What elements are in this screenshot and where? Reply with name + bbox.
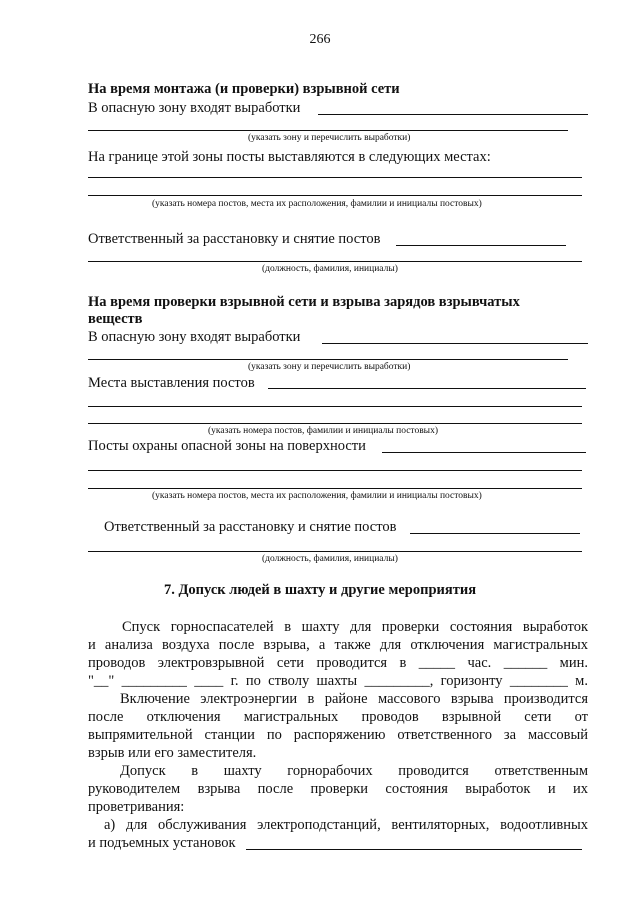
install-zone-field[interactable] <box>318 114 588 115</box>
install-responsible-label: Ответственный за расстановку и снятие постов <box>88 231 381 247</box>
section7-p1-line4: "__" _________ ____ г. по стволу шахты _________, горизонту ________ м. <box>88 673 588 689</box>
blast-posts-field-2[interactable] <box>88 406 582 407</box>
blast-responsible-hint: (должность, фамилия, инициалы) <box>262 554 398 564</box>
install-heading: На время монтажа (и проверки) взрывной сети <box>88 81 400 97</box>
section7-p4-field[interactable] <box>246 849 582 850</box>
install-responsible-field-2[interactable] <box>88 261 582 262</box>
section7-p2-line1: Включение электроэнергии в районе массового взрыва производится <box>120 691 588 707</box>
section7-title: 7. Допуск людей в шахту и другие мероприятия <box>163 582 477 598</box>
install-responsible-hint: (должность, фамилия, инициалы) <box>262 264 398 274</box>
blast-surface-field-2[interactable] <box>88 470 582 471</box>
section7-p3-line1: Допуск в шахту горнорабочих проводится ответственным <box>120 763 588 779</box>
section7-p1-line1: Спуск горноспасателей в шахту для проверки состояния выработок <box>122 619 588 635</box>
blast-heading-line2: веществ <box>88 311 143 327</box>
blast-heading-line1: На время проверки взрывной сети и взрыва зарядов взрывчатых <box>88 294 520 310</box>
section7-p2-line4: взрыв или его заместителя. <box>88 745 257 761</box>
section7-p4-line1: а) для обслуживания электроподстанций, вентиляторных, водоотливных <box>104 817 588 833</box>
blast-posts-field-3[interactable] <box>88 423 582 424</box>
section7-p1-line3: проводов электровзрывной сети проводится в _____ час. ______ мин. <box>88 655 588 671</box>
blast-zone-field-2[interactable] <box>88 359 568 360</box>
install-zone-field-2[interactable] <box>88 130 568 131</box>
section7-p4-line2: и подъемных установок <box>88 835 236 851</box>
blast-zone-hint: (указать зону и перечислить выработки) <box>248 362 411 372</box>
section7-p2-line2: после отключения магистральных проводов взрывной сети от <box>88 709 588 725</box>
section7-p3-line2: руководителем взрыва после проверки состояния выработок и их <box>88 781 588 797</box>
blast-zone-field[interactable] <box>322 343 588 344</box>
blast-responsible-label: Ответственный за расстановку и снятие постов <box>104 519 397 535</box>
install-posts-hint: (указать номера постов, места их расположения, фамилии и инициалы постовых) <box>152 199 482 209</box>
blast-posts-field[interactable] <box>268 388 586 389</box>
blast-posts-hint: (указать номера постов, фамилии и инициалы постовых) <box>208 426 438 436</box>
section7-p2-line3: выпрямительной станции по распоряжению ответственного за массовый <box>88 727 588 743</box>
blast-surface-hint: (указать номера постов, места их расположения, фамилии и инициалы постовых) <box>152 491 482 501</box>
page-number: 266 <box>309 32 331 47</box>
blast-posts-label: Места выставления постов <box>88 375 255 391</box>
install-responsible-field[interactable] <box>396 245 566 246</box>
install-zone-hint: (указать зону и перечислить выработки) <box>248 133 411 143</box>
blast-responsible-field-2[interactable] <box>88 551 582 552</box>
install-posts-field-2[interactable] <box>88 195 582 196</box>
blast-surface-label: Посты охраны опасной зоны на поверхности <box>88 438 366 454</box>
section7-p1-line2: и анализа воздуха после взрыва, а также для отключения магистральных <box>88 637 588 653</box>
install-posts-label: На границе этой зоны посты выставляются в следующих местах: <box>88 149 491 165</box>
install-zone-label: В опасную зону входят выработки <box>88 100 301 116</box>
blast-zone-label: В опасную зону входят выработки <box>88 329 301 345</box>
blast-surface-field-3[interactable] <box>88 488 582 489</box>
blast-surface-field[interactable] <box>382 452 586 453</box>
blast-responsible-field[interactable] <box>410 533 580 534</box>
section7-p3-line3: проветривания: <box>88 799 185 815</box>
install-posts-field[interactable] <box>88 177 582 178</box>
